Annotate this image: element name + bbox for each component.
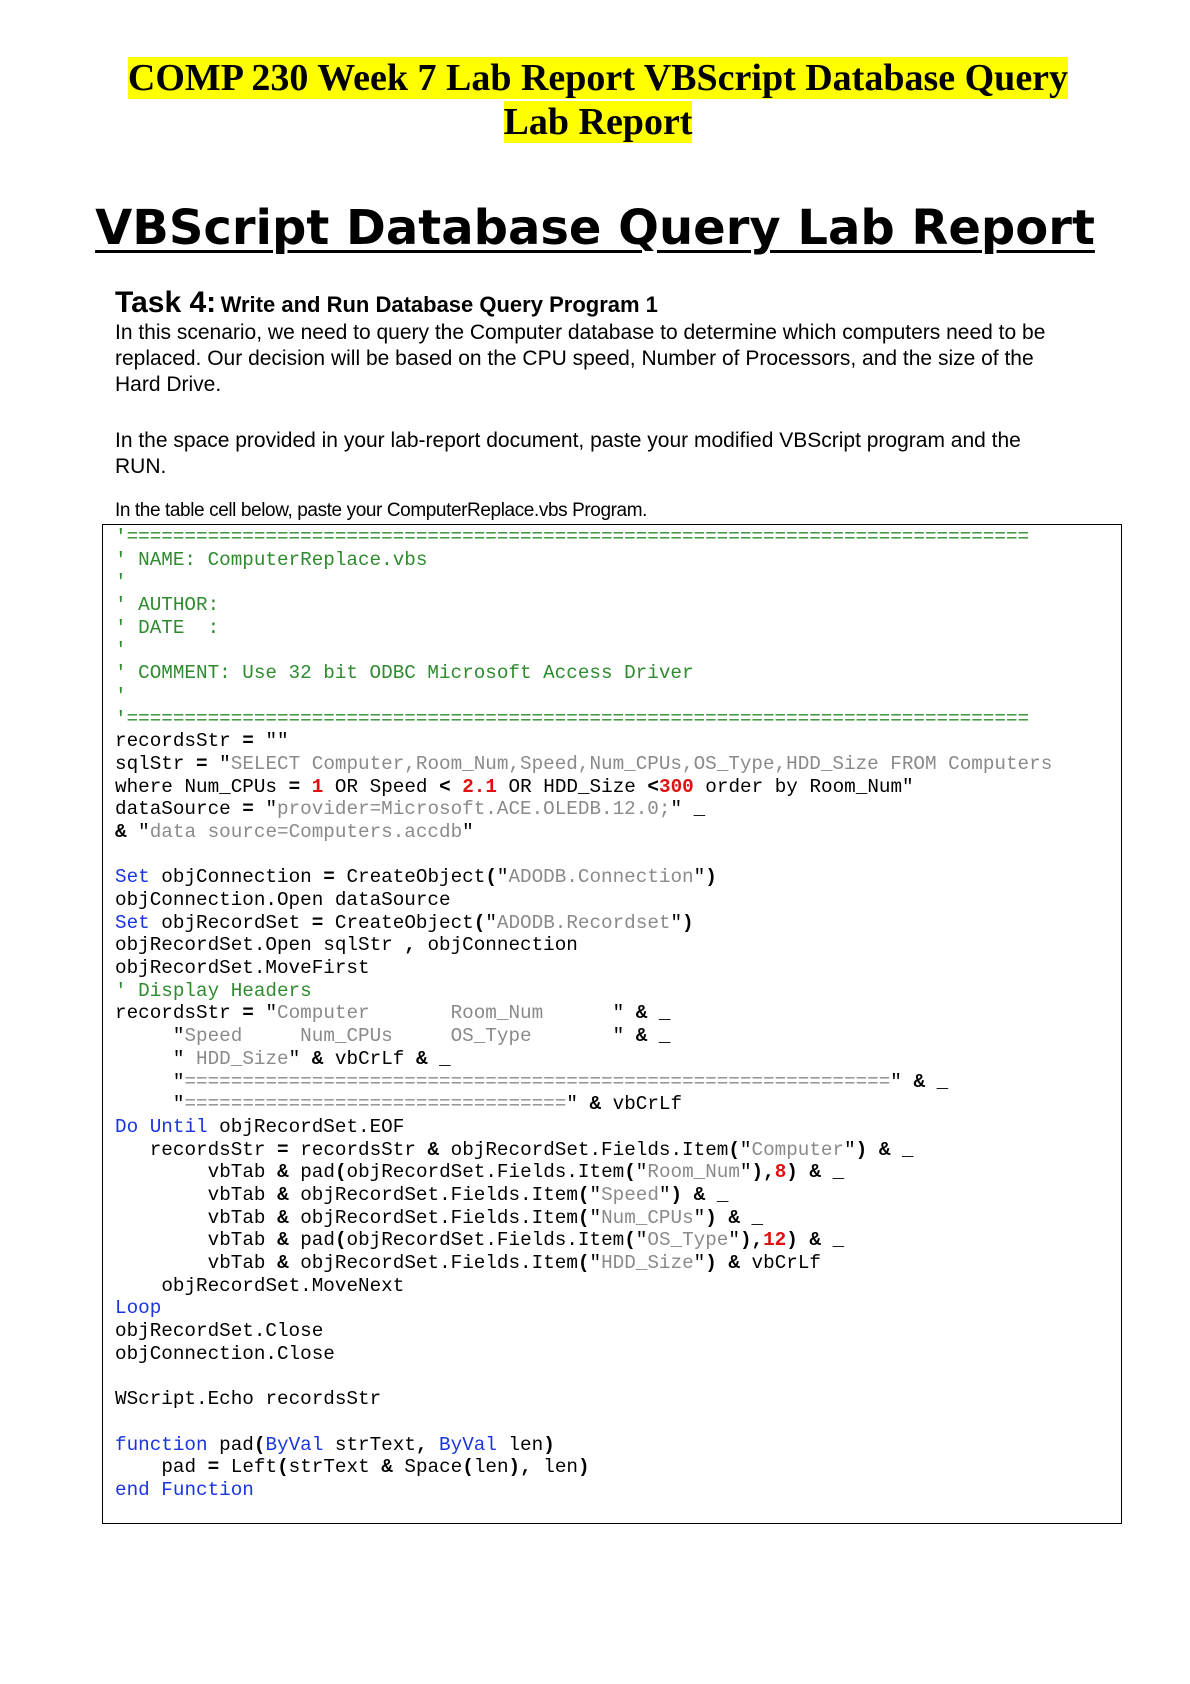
code-line: recordsStr = recordsStr & objRecordSet.Fields.Item("Computer") & _ (149, 1138, 914, 1161)
code-line: objConnection.Close (115, 1342, 335, 1365)
code-line: Do Until objRecordSet.EOF (115, 1115, 405, 1138)
code-line: '============================================================================== (115, 707, 1030, 730)
code-line (115, 1411, 1115, 1434)
code-line: Loop (115, 1297, 162, 1320)
code-line: sqlStr = "SELECT Computer,Room_Num,Speed,Num_CPUs,OS_Type,HDD_Size FROM Computers (115, 752, 1053, 775)
code-line: "=============================================================" & _ (172, 1070, 949, 1093)
code-line: where Num_CPUs = 1 OR Speed < 2.1 OR HDD_Size <300 order by Room_Num" (115, 775, 914, 798)
code-line: vbTab & objRecordSet.Fields.Item("Speed") & _ (207, 1183, 729, 1206)
code-line: end Function (115, 1478, 254, 1501)
code-line: ' DATE : (115, 616, 220, 639)
code-line (115, 844, 1115, 867)
code-line: objRecordSet.MoveNext (161, 1274, 405, 1297)
code-line: WScript.Echo recordsStr (115, 1388, 382, 1411)
code-line: dataSource = "provider=Microsoft.ACE.OLEDB.12.0;" _ (115, 798, 706, 821)
code-line: " HDD_Size" & vbCrLf & _ (172, 1047, 451, 1070)
code-line: pad = Left(strText & Space(len), len) (161, 1456, 590, 1479)
code-line: "Speed Num_CPUs OS_Type " & _ (172, 1025, 671, 1048)
page-title: VBScript Database Query Lab Report (95, 200, 1095, 256)
task-heading (115, 286, 1075, 320)
code-line: vbTab & objRecordSet.Fields.Item("Num_CPUs") & _ (207, 1206, 764, 1229)
code-line: ' COMMENT: Use 32 bit ODBC Microsoft Access Driver (115, 662, 694, 685)
code-line: objRecordSet.MoveFirst (115, 957, 370, 980)
code-line: & "data source=Computers.accdb" (115, 820, 474, 843)
instruction-paragraph: In the space provided in your lab-report document, paste your modified VBScript program and the RUN. (115, 429, 1021, 478)
code-line: ' (115, 639, 127, 662)
code-line: function pad(ByVal strText, ByVal len) (115, 1433, 555, 1456)
task-label: Task 4: (115, 286, 217, 319)
code-line (115, 1365, 1115, 1388)
code-line: objRecordSet.Close (115, 1320, 324, 1343)
code-line: ' (115, 684, 127, 707)
table-caption: In the table cell below, paste your ComputerReplace.vbs Program. (115, 500, 648, 521)
code-line: Set objRecordSet = CreateObject("ADODB.Recordset") (115, 911, 694, 934)
code-line: vbTab & pad(objRecordSet.Fields.Item("Room_Num"),8) & _ (207, 1161, 845, 1184)
code-line: recordsStr = "" (115, 730, 289, 753)
code-line: ' AUTHOR: (115, 594, 220, 617)
code-listing (115, 526, 1115, 1502)
scenario-paragraph: In this scenario, we need to query the Computer database to determine which computers need to be replaced. Our decision will be based on the CPU speed, Number of Processors, and the size of the Hard Drive. (115, 321, 1046, 396)
code-line: ' NAME: ComputerReplace.vbs (115, 548, 428, 571)
code-line: recordsStr = "Computer Room_Num " & _ (115, 1002, 671, 1025)
highlighted-banner-title: COMP 230 Week 7 Lab Report VBScript Database Query Lab Report (127, 57, 1069, 143)
code-line: vbTab & objRecordSet.Fields.Item("HDD_Size") & vbCrLf (207, 1252, 821, 1274)
code-line: objConnection.Open dataSource (115, 889, 451, 911)
code-line: '============================================================================== (115, 526, 1030, 548)
code-line: ' Display Headers (115, 979, 312, 1002)
code-line: objRecordSet.Open sqlStr , objConnection (115, 934, 578, 957)
code-line: Set objConnection = CreateObject("ADODB.Connection") (115, 866, 717, 889)
code-line: vbTab & pad(objRecordSet.Fields.Item("OS_Type"),12) & _ (207, 1229, 845, 1252)
code-line: ' (115, 571, 127, 594)
code-line: "=================================" & vbCrLf (172, 1093, 683, 1116)
task-title: Write and Run Database Query Program 1 (220, 292, 658, 317)
